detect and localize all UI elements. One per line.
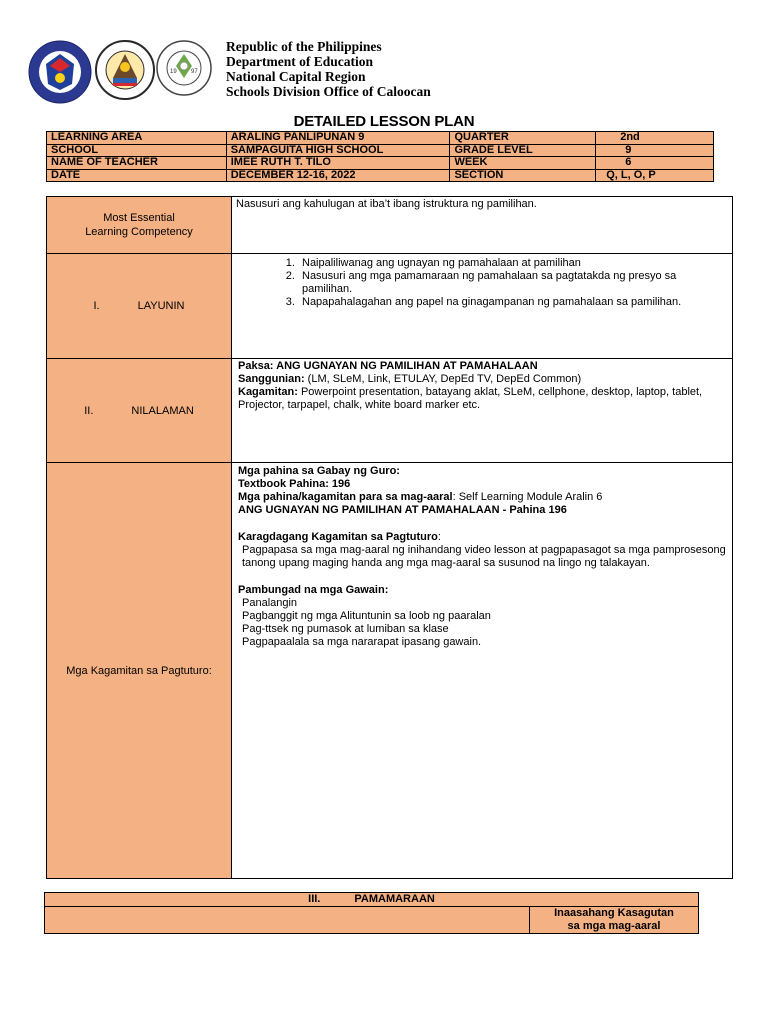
pamamaraan-number: III. [308,893,321,905]
magaaral-text: : Self Learning Module Aralin 6 [452,491,603,503]
nilalaman-title: NILALAMAN [131,404,194,417]
sampaguita-hs-seal-logo [156,40,212,96]
info-value: Q, L, O, P [596,169,714,182]
kagamitan-text: Powerpoint presentation, batayang aklat, SLeM, cellphone, desktop, laptop, tablet, Projector, tarpapel, chalk, white board marker etc. [238,386,703,411]
nilalaman-row [47,359,733,463]
pamamaraan-header [45,893,699,907]
objective-item: 2. Nasusuri ang mga pamamaraan ng pamahalaan sa pagtatakda ng presyo sa pamilihan. [298,270,726,296]
seal-year-right: 97 [191,69,198,75]
pamamaraan-sub-row [45,907,699,934]
layunin-content [232,254,733,359]
answer-label-line-1: Inaasahang Kasagutan [554,907,674,919]
info-row [47,157,714,170]
document-title: DETAILED LESSON PLAN [293,113,475,130]
info-key: GRADE LEVEL [450,144,596,157]
magaaral-line [238,491,726,504]
karagdagang-line [238,531,726,544]
answer-label-line-2: sa mga mag-aaral [567,920,661,932]
nilalaman-content [232,359,733,463]
sanggunian-line [238,373,726,386]
agency-header [226,39,431,99]
paksa-line: Paksa: ANG UGNAYAN NG PAMILIHAN AT PAMAHALAAN [238,360,538,372]
layunin-title: LAYUNIN [137,300,185,312]
pamamaraan-blank-cell [45,907,530,934]
pambungad-item: Pag-ttsek ng pumasok at lumiban sa klase [242,623,449,635]
info-value: 9 [596,144,714,157]
info-row [47,132,714,145]
info-key: SCHOOL [47,144,227,157]
pambungad-item: Pagpapaalala sa mga nararapat ipasang gawain. [242,636,482,648]
info-value: 2nd [596,132,714,145]
seal-year-left: 19 [170,69,177,75]
kagamitan-pagtuturo-row [47,463,733,879]
objectives-list [236,257,726,309]
kagamitan-line [238,386,726,412]
layunin-row [47,254,733,359]
info-value: IMEE RUTH T. TILO [226,157,450,170]
layunin-number: I. [93,300,100,312]
info-value: 6 [596,157,714,170]
info-key: LEARNING AREA [47,132,227,145]
info-key: QUARTER [450,132,596,145]
header-line-republic: Republic of the Philippines [226,39,382,54]
info-key: NAME OF TEACHER [47,157,227,170]
pambungad-item: Panalangin [242,597,298,609]
karagdagang-colon: : [437,531,441,543]
gabay-line: Mga pahina sa Gabay ng Guro: [238,465,400,477]
info-value: ARALING PANLIPUNAN 9 [226,132,450,145]
melc-row [47,197,733,254]
pamamaraan-title: PAMAMARAAN [354,893,435,905]
header-line-deped: Department of Education [226,54,373,69]
info-key: SECTION [450,169,596,182]
kagamitan-label: Kagamitan: [238,386,298,398]
sanggunian-text: (LM, SLeM, Link, ETULAY, DepEd TV, DepEd Common) [304,373,582,385]
header-line-division: Schools Division Office of Caloocan [226,84,431,99]
pambungad-item: Pagbanggit ng mga Alituntunin sa loob ng paaralan [242,610,491,622]
info-value: DECEMBER 12-16, 2022 [226,169,450,182]
pamamaraan-table [44,892,699,934]
melc-label-line-2: Learning Competency [85,226,193,238]
inaasahang-kasagutan-header [530,907,699,934]
karagdagang-label: Karagdagang Kagamitan sa Pagtuturo [238,531,438,543]
kagamitan-pagtuturo-label: Mga Kagamitan sa Pagtuturo: [47,463,232,879]
info-key: WEEK [450,157,596,170]
textbook-line: Textbook Pahina: 196 [238,478,351,490]
magaaral-label: Mga pahina/kagamitan para sa mag-aaral [238,491,453,503]
deped-seal-logo [28,40,92,104]
info-value: SAMPAGUITA HIGH SCHOOL [226,144,450,157]
pamamaraan-header-row [45,893,699,907]
melc-label [47,197,232,254]
ugnayan-line: ANG UGNAYAN NG PAMILIHAN AT PAMAHALAAN - Pahina 196 [238,504,567,516]
kagamitan-pagtuturo-content [232,463,733,879]
layunin-label [47,254,232,359]
info-table [46,131,714,182]
melc-text: Nasusuri ang kahulugan at iba’t ibang istruktura ng pamilihan. [232,197,733,254]
division-office-seal-logo [95,40,155,100]
objective-item: 3. Napapahalagahan ang papel na ginagampanan ng pamahalaan sa pamilihan. [298,296,726,309]
objective-item: 1. Naipaliliwanag ang ugnayan ng pamahalaan at pamilihan [298,257,726,270]
pambungad-label: Pambungad na mga Gawain: [238,584,389,596]
melc-label-line-1: Most Essential [103,212,175,224]
nilalaman-number: II. [84,404,94,417]
nilalaman-label [47,359,232,463]
karagdagang-text: Pagpapasa sa mga mag-aaral ng inihandang video lesson at pagpapasagot sa mga pamprosesong tanong upang maging handa ang mga mag-aaral sa susunod na lingo ng talakayan. [242,544,726,569]
info-row [47,144,714,157]
header-line-region: National Capital Region [226,69,366,84]
sanggunian-label: Sanggunian: [238,373,305,385]
info-key: DATE [47,169,227,182]
info-row [47,169,714,182]
lesson-plan-table [46,196,733,879]
